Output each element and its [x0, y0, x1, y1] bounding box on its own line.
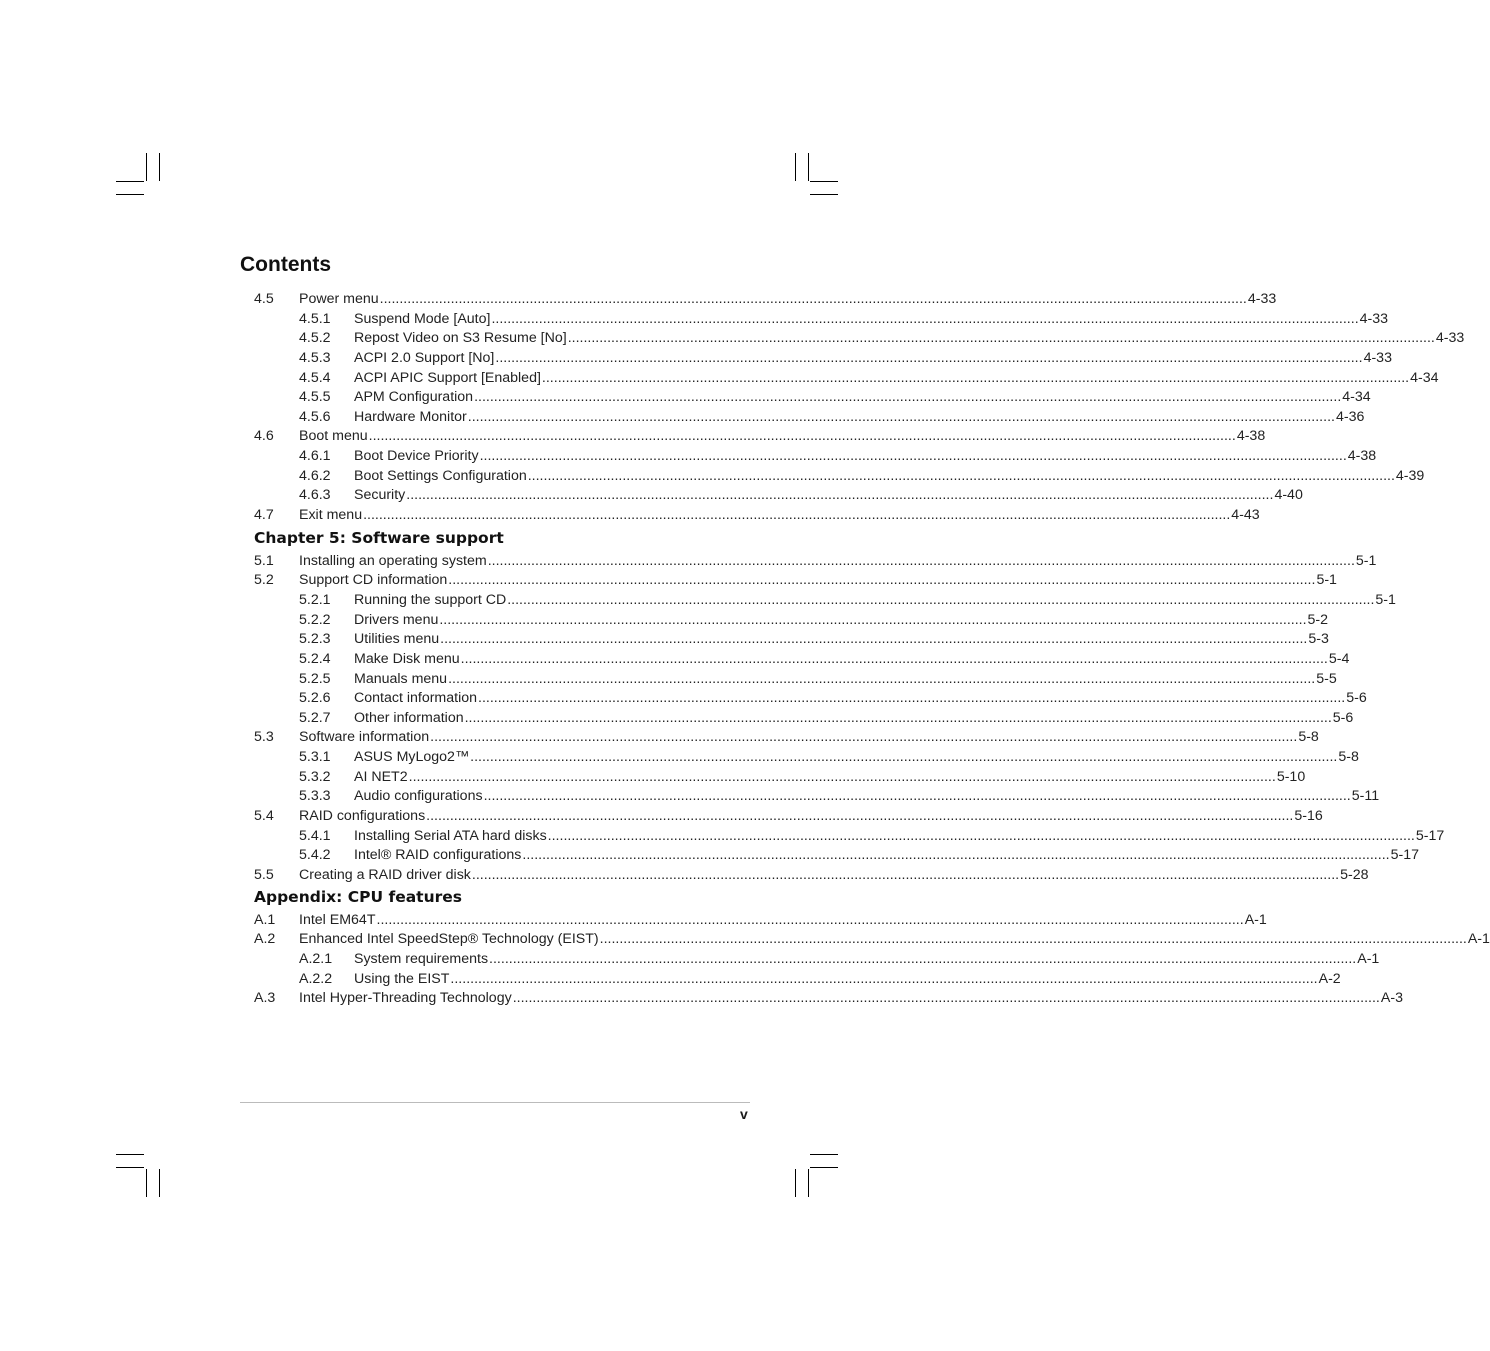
toc-entry-line [354, 407, 1365, 427]
toc-entry[interactable] [254, 767, 1306, 787]
toc-entry[interactable] [254, 309, 1389, 329]
toc-entry[interactable] [254, 610, 1329, 630]
toc-entry[interactable] [254, 570, 1337, 590]
toc-entry[interactable] [254, 446, 1377, 466]
toc-entry-number: 4.6.1 [299, 448, 331, 465]
toc-entry-line [299, 505, 1260, 525]
toc-entry-page: 5-5 [1316, 670, 1337, 687]
toc-entry-label: Intel EM64T [299, 911, 376, 928]
dot-leader: ............................................................................................................................................................................................................................ [512, 990, 1380, 1007]
toc-entry-label: ASUS MyLogo2™ [354, 749, 470, 766]
toc-entry[interactable] [254, 368, 1439, 388]
toc-entry-line [299, 289, 1277, 309]
toc-entry-label: Utilities menu [354, 631, 440, 648]
toc-entry-page: 5-16 [1294, 808, 1323, 825]
toc-entry-page: 5-1 [1375, 591, 1396, 608]
dot-leader: ............................................................................................................................................................................................................................ [450, 970, 1318, 987]
toc-entry-page: 5-17 [1390, 847, 1419, 864]
toc-entry-line [299, 929, 1490, 949]
toc-entry-line [299, 988, 1403, 1008]
toc-entry-number: 5.4.1 [299, 827, 331, 844]
toc-entry-label: Creating a RAID driver disk [299, 866, 471, 883]
toc-entry-number: 5.1 [254, 552, 274, 569]
toc-entry-page: A-2 [1318, 970, 1341, 987]
dot-leader: ............................................................................................................................................................................................................................ [471, 866, 1340, 883]
toc-entry-line [354, 328, 1465, 348]
toc-entry-label: Other information [354, 709, 464, 726]
toc-entry-label: Boot Device Priority [354, 448, 479, 465]
toc-entry-line [354, 387, 1371, 407]
toc-entry-line [354, 969, 1341, 989]
toc-entry-label: Drivers menu [354, 611, 439, 628]
toc-entry[interactable] [254, 988, 1403, 1008]
toc-entry-number: A.3 [254, 990, 276, 1007]
toc-entry-line [354, 309, 1389, 329]
toc-entry[interactable] [254, 969, 1341, 989]
toc-entry[interactable] [254, 289, 1277, 309]
toc-entry-line [299, 910, 1267, 930]
dot-leader: ............................................................................................................................................................................................................................ [495, 349, 1363, 366]
toc-entry-number: 5.2 [254, 572, 274, 589]
toc-entry-label: Suspend Mode [Auto] [354, 310, 491, 327]
section-heading: Appendix: CPU features [254, 887, 462, 906]
dot-leader: ............................................................................................................................................................................................................................ [489, 950, 1357, 967]
toc-entry-page: 5-28 [1340, 866, 1369, 883]
toc-entry-label: Boot menu [299, 428, 368, 445]
toc-entry-number: 4.6.2 [299, 467, 331, 484]
dot-leader: ............................................................................................................................................................................................................................ [408, 768, 1276, 785]
toc-entry-line [354, 466, 1425, 486]
toc-entry-line [299, 551, 1377, 571]
toc-entry-number: A.2 [254, 931, 276, 948]
dot-leader: ............................................................................................................................................................................................................................ [478, 690, 1346, 707]
toc-entry-number: 5.2.4 [299, 650, 331, 667]
toc-entry-page: 5-3 [1308, 631, 1329, 648]
toc-entry[interactable] [254, 629, 1329, 649]
toc-entry-page: 4-43 [1231, 507, 1260, 524]
toc-entry-label: Manuals menu [354, 670, 448, 687]
toc-entry-line [299, 806, 1323, 826]
toc-entry-label: RAID configurations [299, 808, 426, 825]
toc-entry-label: Support CD information [299, 572, 448, 589]
dot-leader: ............................................................................................................................................................................................................................ [567, 330, 1435, 347]
dot-leader: ............................................................................................................................................................................................................................ [483, 788, 1351, 805]
section-heading: Chapter 5: Software support [254, 528, 504, 547]
toc-entry-line [299, 570, 1337, 590]
toc-entry-page: 4-33 [1363, 349, 1392, 366]
dot-leader: ............................................................................................................................................................................................................................ [379, 291, 1247, 307]
dot-leader: ............................................................................................................................................................................................................................ [527, 467, 1395, 484]
dot-leader: ............................................................................................................................................................................................................................ [470, 749, 1338, 766]
toc-entry-number: 5.4 [254, 808, 274, 825]
toc-entry-label: Boot Settings Configuration [354, 467, 527, 484]
toc-entry[interactable] [254, 551, 1377, 571]
toc-entry-line [354, 747, 1359, 767]
toc-entry-label: Exit menu [299, 507, 363, 524]
toc-entry-number: 5.3.3 [299, 788, 331, 805]
toc-entry[interactable] [254, 485, 1303, 505]
toc-entry-line [354, 649, 1350, 669]
toc-entry-label: Audio configurations [354, 788, 483, 805]
footer-divider [240, 1102, 750, 1103]
dot-leader: ............................................................................................................................................................................................................................ [479, 448, 1347, 465]
toc-entry-page: 5-6 [1346, 690, 1367, 707]
dot-leader: ............................................................................................................................................................................................................................ [464, 709, 1332, 726]
toc-entry-label: Contact information [354, 690, 478, 707]
toc-entry-number: 5.2.7 [299, 709, 331, 726]
toc-entry[interactable] [254, 806, 1323, 826]
dot-leader: ............................................................................................................................................................................................................................ [363, 507, 1231, 524]
toc-entry-line [354, 949, 1380, 969]
page-title: Contents [240, 253, 331, 276]
toc-entry[interactable] [254, 407, 1365, 427]
toc-entry[interactable] [254, 727, 1319, 747]
toc-entry-label: Software information [299, 729, 430, 746]
toc-entry-line [354, 669, 1337, 689]
toc-entry[interactable] [254, 590, 1396, 610]
dot-leader: ............................................................................................................................................................................................................................ [448, 572, 1316, 589]
table-of-contents [254, 289, 1490, 1008]
toc-entry-number: 4.5.2 [299, 330, 331, 347]
toc-entry-number: 5.4.2 [299, 847, 331, 864]
toc-entry-number: 5.2.6 [299, 690, 331, 707]
toc-entry-number: 5.2.1 [299, 591, 331, 608]
toc-entry-number: 4.5.1 [299, 310, 331, 327]
toc-entry-page: 4-34 [1410, 369, 1439, 386]
toc-entry-line [354, 485, 1303, 505]
toc-entry[interactable] [254, 426, 1266, 446]
toc-entry[interactable] [254, 328, 1465, 348]
dot-leader: ............................................................................................................................................................................................................................ [368, 428, 1236, 445]
toc-entry[interactable] [254, 348, 1392, 368]
page-number: v [740, 1106, 748, 1122]
dot-leader: ............................................................................................................................................................................................................................ [474, 389, 1342, 406]
toc-entry-label: Security [354, 487, 406, 504]
toc-entry-number: 5.2.2 [299, 611, 331, 628]
toc-entry[interactable] [254, 786, 1380, 806]
toc-entry[interactable] [254, 845, 1419, 865]
toc-entry-label: Repost Video on S3 Resume [No] [354, 330, 567, 347]
toc-entry-line [354, 590, 1396, 610]
toc-entry-line [354, 786, 1380, 806]
toc-entry-page: 5-4 [1328, 650, 1350, 667]
toc-entry-page: 5-1 [1355, 552, 1377, 569]
toc-entry-label: Installing an operating system [299, 552, 487, 569]
toc-entry-label: APM Configuration [354, 389, 474, 406]
toc-entry-number: 4.5.4 [299, 369, 331, 386]
toc-entry-page: 5-11 [1351, 788, 1380, 805]
toc-entry-number: 4.7 [254, 507, 274, 524]
toc-entry[interactable] [254, 387, 1371, 407]
dot-leader: ............................................................................................................................................................................................................................ [440, 631, 1308, 648]
toc-entry[interactable] [254, 688, 1367, 708]
toc-entry-page: 5-2 [1307, 611, 1329, 628]
toc-entry-number: 4.6.3 [299, 487, 331, 504]
toc-entry-page: 4-36 [1335, 408, 1365, 425]
dot-leader: ............................................................................................................................................................................................................................ [522, 847, 1390, 864]
toc-entry[interactable] [254, 826, 1445, 846]
toc-entry[interactable] [254, 505, 1260, 525]
dot-leader: ............................................................................................................................................................................................................................ [439, 611, 1307, 628]
toc-entry-label: Running the support CD [354, 591, 507, 608]
toc-entry[interactable] [254, 747, 1359, 767]
toc-entry-label: ACPI APIC Support [Enabled] [354, 369, 541, 386]
toc-entry-page: A-1 [1244, 911, 1267, 928]
toc-entry-page: 4-34 [1342, 389, 1371, 406]
toc-entry-line [354, 446, 1377, 466]
toc-entry-number: A.1 [254, 911, 276, 928]
toc-entry-label: System requirements [354, 950, 489, 967]
toc-entry-label: Installing Serial ATA hard disks [354, 827, 547, 844]
dot-leader: ............................................................................................................................................................................................................................ [406, 487, 1274, 504]
toc-entry-page: 4-38 [1236, 428, 1266, 445]
toc-entry-page: 4-38 [1347, 448, 1377, 465]
toc-entry[interactable] [254, 669, 1337, 689]
toc-entry-number: 4.6 [254, 428, 274, 445]
dot-leader: ............................................................................................................................................................................................................................ [460, 650, 1328, 667]
toc-entry-label: Hardware Monitor [354, 408, 467, 425]
dot-leader: ............................................................................................................................................................................................................................ [599, 931, 1467, 948]
toc-entry-page: 4-33 [1247, 291, 1277, 307]
toc-entry-page: 5-1 [1316, 572, 1337, 589]
toc-entry-page: 4-33 [1435, 330, 1465, 347]
toc-entry[interactable] [254, 929, 1490, 949]
toc-entry-line [354, 610, 1329, 630]
toc-entry-label: Using the EIST [354, 970, 450, 987]
toc-entry[interactable] [254, 466, 1425, 486]
toc-entry-number: 5.3.2 [299, 768, 331, 785]
toc-entry-page: 5-6 [1332, 709, 1354, 726]
toc-entry-line [354, 368, 1439, 388]
toc-entry-page: 5-8 [1298, 729, 1319, 746]
dot-leader: ............................................................................................................................................................................................................................ [487, 552, 1355, 569]
toc-entry-number: 5.3 [254, 729, 274, 746]
toc-entry-line [354, 767, 1306, 787]
toc-entry-label: ACPI 2.0 Support [No] [354, 349, 495, 366]
toc-entry-line [354, 845, 1419, 865]
dot-leader: ............................................................................................................................................................................................................................ [376, 911, 1244, 928]
dot-leader: ............................................................................................................................................................................................................................ [467, 408, 1335, 425]
toc-entry-line [354, 688, 1367, 708]
toc-entry-label: Intel Hyper-Threading Technology [299, 990, 512, 1007]
toc-entry-line [299, 865, 1369, 885]
dot-leader: ............................................................................................................................................................................................................................ [426, 808, 1294, 825]
toc-entry-page: 5-17 [1415, 827, 1445, 844]
toc-entry-line [354, 708, 1354, 728]
toc-entry-label: Make Disk menu [354, 650, 460, 667]
toc-entry-page: 4-39 [1395, 467, 1425, 484]
dot-leader: ............................................................................................................................................................................................................................ [430, 729, 1298, 746]
toc-entry[interactable] [254, 865, 1369, 885]
dot-leader: ............................................................................................................................................................................................................................ [448, 670, 1316, 687]
dot-leader: ............................................................................................................................................................................................................................ [547, 827, 1415, 844]
toc-entry-number: 5.3.1 [299, 749, 331, 766]
toc-entry-page: 4-40 [1274, 487, 1303, 504]
toc-entry-number: 5.2.5 [299, 670, 331, 687]
toc-entry-line [299, 426, 1266, 446]
toc-entry-page: A-1 [1467, 931, 1490, 948]
toc-entry-number: 4.5.6 [299, 408, 331, 425]
toc-entry-number: A.2.1 [299, 950, 333, 967]
toc-entry-page: 4-33 [1359, 310, 1389, 327]
toc-entry-number: 4.5.5 [299, 389, 331, 406]
toc-entry-page: A-1 [1357, 950, 1380, 967]
dot-leader: ............................................................................................................................................................................................................................ [541, 369, 1410, 386]
toc-entry-page: 5-8 [1338, 749, 1359, 766]
toc-entry-page: 5-10 [1276, 768, 1306, 785]
toc-entry-number: A.2.2 [299, 970, 333, 987]
toc-entry-line [299, 727, 1319, 747]
toc-entry-line [354, 826, 1445, 846]
toc-entry-number: 4.5.3 [299, 349, 331, 366]
toc-entry-number: 4.5 [254, 291, 274, 307]
toc-entry-label: Power menu [299, 291, 379, 307]
toc-entry-label: Intel® RAID configurations [354, 847, 522, 864]
toc-entry-line [354, 629, 1329, 649]
dot-leader: ............................................................................................................................................................................................................................ [507, 591, 1375, 608]
toc-entry[interactable] [254, 708, 1354, 728]
toc-entry-label: Enhanced Intel SpeedStep® Technology (EIST) [299, 931, 599, 948]
toc-entry[interactable] [254, 910, 1267, 930]
toc-entry[interactable] [254, 949, 1380, 969]
toc-entry-page: A-3 [1380, 990, 1403, 1007]
toc-entry[interactable] [254, 649, 1350, 669]
toc-entry-number: 5.5 [254, 866, 274, 883]
toc-entry-label: AI NET2 [354, 768, 408, 785]
toc-entry-line [354, 348, 1392, 368]
dot-leader: ............................................................................................................................................................................................................................ [491, 310, 1359, 327]
toc-entry-number: 5.2.3 [299, 631, 331, 648]
